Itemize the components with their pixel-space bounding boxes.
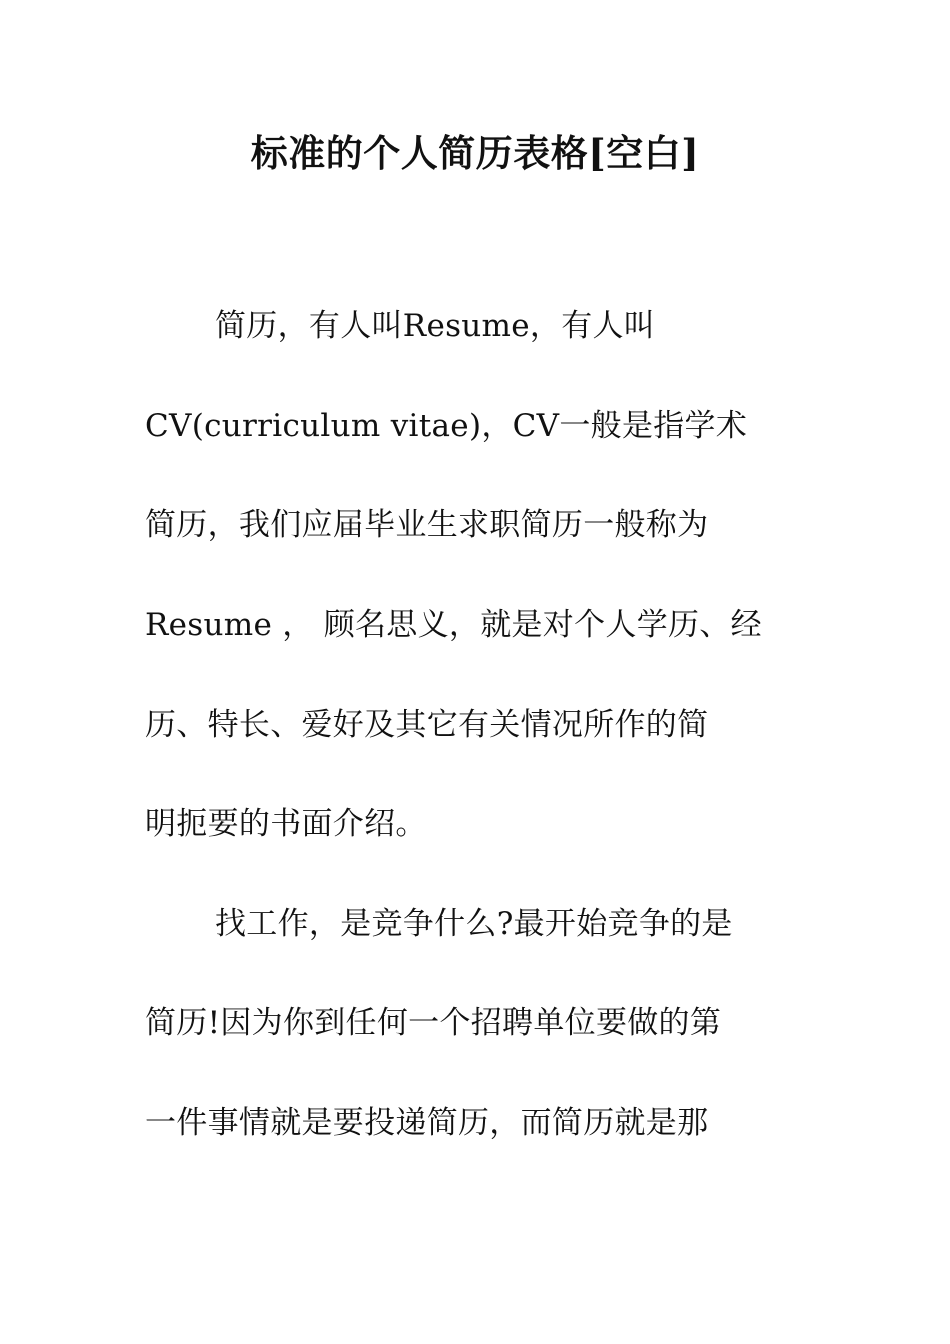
paragraph-1-line-4: Resume ， 顾名思义，就是对个人学历、经 bbox=[145, 607, 762, 643]
document-title: 标准的个人简历表格[空白] bbox=[250, 131, 700, 175]
paragraph-1-line-2: CV(curriculum vitae)，CV一般是指学术 bbox=[145, 408, 748, 444]
paragraph-1-line-3: 简历，我们应届毕业生求职简历一般称为 bbox=[145, 507, 709, 543]
paragraph-2-line-3: 一件事情就是要投递简历，而简历就是那 bbox=[145, 1105, 709, 1141]
paragraph-1-line-6: 明扼要的书面介绍。 bbox=[145, 806, 427, 842]
paragraph-2-line-1: 找工作，是竞争什么?最开始竞争的是 bbox=[215, 906, 733, 942]
paragraph-2-line-2: 简历!因为你到任何一个招聘单位要做的第 bbox=[145, 1005, 722, 1041]
paragraph-1-line-1: 简历，有人叫Resume，有人叫 bbox=[215, 308, 656, 344]
paragraph-1-line-5: 历、特长、爱好及其它有关情况所作的简 bbox=[145, 707, 709, 743]
